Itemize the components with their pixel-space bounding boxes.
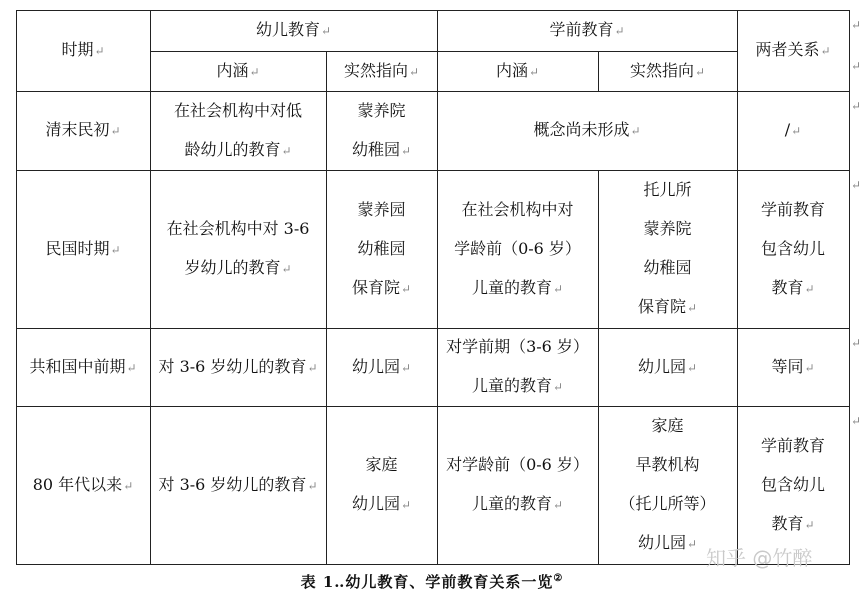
cell-text: 蒙养院 — [643, 219, 692, 238]
row-end-mark: ↵ — [851, 336, 862, 350]
cell-line — [472, 484, 563, 525]
paragraph-mark: ↵ — [686, 537, 698, 551]
caption-footnote-mark: ② — [553, 573, 564, 584]
cell-line — [45, 110, 120, 151]
cell-line — [638, 523, 697, 564]
cell-text: 龄幼儿的教育 — [184, 139, 281, 159]
row-youer-reference — [326, 91, 437, 170]
row-end-mark: ↵ — [851, 18, 862, 32]
cell-text: 包含幼儿 — [760, 238, 825, 258]
cell-text: 两者关系 — [755, 40, 820, 59]
cell-line — [549, 10, 624, 51]
cell-text: 教育 — [771, 277, 804, 297]
paragraph-mark: ↵ — [400, 360, 412, 375]
row-youer-connotation — [150, 170, 326, 328]
cell-text: （托儿所等） — [619, 494, 716, 513]
cell-text: 概念尚未形成 — [533, 120, 630, 139]
row-xueqian-reference — [598, 328, 737, 406]
row-end-mark: ↵ — [851, 414, 862, 428]
paragraph-mark: ↵ — [820, 44, 831, 58]
paragraph-mark: ↵ — [123, 478, 134, 493]
row-xueqian-reference — [598, 406, 737, 564]
cell-line — [761, 465, 825, 504]
cell-line — [533, 110, 640, 151]
paragraph-mark: ↵ — [552, 498, 564, 512]
cell-line — [357, 91, 405, 130]
row-xueqian-connotation — [437, 170, 598, 328]
row-relation — [737, 170, 849, 328]
cell-line — [45, 229, 120, 270]
cell-line — [174, 91, 302, 130]
cell-text: 实然指向 — [629, 60, 694, 80]
cell-line — [761, 426, 825, 465]
row-relation — [737, 91, 849, 170]
paragraph-mark: ↵ — [249, 64, 260, 79]
row-youer-connotation — [150, 406, 326, 564]
cell-line — [61, 30, 104, 71]
header-period — [16, 10, 150, 91]
cell-text: 民国时期 — [45, 238, 110, 258]
cell-line — [446, 445, 589, 484]
paragraph-mark: ↵ — [307, 360, 318, 375]
paragraph-mark: ↵ — [126, 360, 137, 375]
cell-text: 对 3-6 岁幼儿的教育 — [158, 356, 307, 376]
cell-text: 幼稚园 — [643, 258, 692, 277]
row-youer-reference — [326, 406, 437, 564]
row-xueqian-reference — [598, 170, 737, 328]
cell-text: 内涵 — [216, 60, 249, 80]
row-xueqian-connotation — [437, 328, 598, 406]
cell-line — [643, 248, 691, 287]
paragraph-mark: ↵ — [694, 64, 706, 79]
cell-line — [216, 51, 259, 92]
header-xueqian-connotation — [437, 51, 598, 91]
cell-text: 对学前期（3-6 岁） — [446, 337, 589, 356]
cell-text: 对 3-6 岁幼儿的教育 — [158, 474, 307, 494]
paragraph-mark: ↵ — [408, 64, 420, 79]
paragraph-mark: ↵ — [804, 360, 815, 375]
cell-line — [357, 190, 405, 229]
row-end-mark: ↵ — [851, 99, 862, 113]
cell-line — [357, 229, 405, 268]
cell-text: 时期 — [61, 40, 94, 59]
cell-text: 内涵 — [495, 60, 528, 80]
cell-line — [755, 30, 830, 71]
cell-text: 托儿所 — [643, 180, 692, 199]
cell-text: 幼儿教育 — [255, 20, 320, 39]
header-xueqian-education — [437, 10, 737, 51]
row-youer-reference — [326, 170, 437, 328]
cell-line — [643, 170, 691, 209]
paragraph-mark: ↵ — [686, 301, 698, 315]
paragraph-mark: ↵ — [614, 24, 625, 38]
caption-text: 表 1‥幼儿教育、学前教育关系一览 — [300, 573, 554, 591]
cell-line — [771, 347, 814, 388]
cell-text: 等同 — [771, 356, 804, 376]
cell-line — [496, 51, 539, 92]
cell-text: 保育院 — [637, 297, 686, 316]
paragraph-mark: ↵ — [804, 517, 815, 532]
cell-text: 学前教育 — [760, 199, 825, 219]
row-period — [16, 406, 150, 564]
paragraph-mark: ↵ — [552, 281, 564, 296]
cell-line — [446, 327, 589, 366]
cell-line — [761, 229, 825, 268]
cell-text: 在社会机构中对 3-6 — [166, 219, 310, 238]
cell-text: 儿童的教育 — [471, 376, 552, 395]
cell-text: 幼稚园 — [357, 238, 406, 258]
paragraph-mark: ↵ — [400, 281, 412, 296]
cell-text: 80 年代以来 — [32, 474, 123, 494]
paragraph-mark: ↵ — [281, 262, 292, 276]
cell-line — [461, 190, 573, 229]
cell-line — [158, 347, 317, 388]
row-xueqian-merged — [437, 91, 737, 170]
row-period — [16, 328, 150, 406]
cell-text: 岁幼儿的教育 — [184, 258, 281, 277]
cell-line — [29, 347, 136, 388]
paragraph-mark: ↵ — [110, 124, 121, 138]
cell-text: 保育院 — [351, 277, 400, 297]
paragraph-mark: ↵ — [400, 143, 412, 158]
paragraph-mark: ↵ — [94, 44, 105, 58]
row-period — [16, 170, 150, 328]
cell-line — [256, 10, 331, 51]
cell-text: 幼稚园 — [351, 139, 400, 159]
cell-text: 包含幼儿 — [760, 474, 825, 494]
cell-text: 蒙养园 — [357, 199, 406, 219]
header-xueqian-reference — [598, 51, 737, 91]
header-youer-reference — [326, 51, 437, 91]
paragraph-mark: ↵ — [110, 242, 121, 257]
paragraph-mark: ↵ — [528, 64, 540, 79]
cell-text: 在社会机构中对 — [461, 199, 574, 219]
row-youer-connotation — [150, 328, 326, 406]
paragraph-mark: ↵ — [320, 24, 332, 38]
cell-line — [630, 51, 705, 92]
cell-line — [352, 347, 411, 388]
cell-text: 教育 — [771, 513, 804, 533]
row-end-mark: ↵ — [851, 178, 862, 192]
cell-text: 幼儿园 — [351, 494, 400, 513]
header-relation — [737, 10, 849, 91]
cell-line — [643, 209, 691, 248]
row-period — [16, 91, 150, 170]
cell-text: 儿童的教育 — [471, 494, 552, 513]
cell-line — [785, 110, 801, 151]
cell-line — [33, 465, 134, 506]
row-xueqian-connotation — [437, 406, 598, 564]
cell-line — [352, 268, 411, 309]
cell-line — [158, 465, 317, 506]
cell-text: 在社会机构中对低 — [173, 100, 302, 120]
table-border-right — [849, 10, 850, 565]
cell-line — [472, 366, 563, 407]
cell-line — [638, 287, 697, 328]
paragraph-mark: ↵ — [281, 143, 292, 158]
cell-text: 对学龄前（0-6 岁） — [446, 455, 589, 474]
cell-line — [619, 484, 715, 523]
cell-line — [651, 406, 683, 445]
paragraph-mark: ↵ — [804, 281, 815, 296]
cell-text: 早教机构 — [635, 455, 700, 474]
cell-text: 清末民初 — [45, 120, 110, 139]
cell-line — [454, 229, 581, 268]
cell-line — [344, 51, 419, 92]
paragraph-mark: ↵ — [552, 380, 564, 394]
row-youer-reference — [326, 328, 437, 406]
cell-line — [352, 484, 411, 525]
cell-line — [771, 504, 814, 545]
cell-text: / — [784, 120, 791, 139]
cell-line — [771, 268, 814, 309]
watermark: 知乎 @竹醉 — [706, 546, 813, 570]
header-youer-education — [150, 10, 437, 51]
cell-line — [635, 445, 699, 484]
cell-line — [184, 130, 291, 171]
row-end-mark: ↵ — [851, 59, 862, 73]
cell-text: 幼儿园 — [637, 356, 686, 376]
paragraph-mark: ↵ — [307, 478, 318, 493]
cell-line — [472, 268, 563, 309]
cell-text: 儿童的教育 — [471, 277, 552, 297]
cell-line — [352, 130, 411, 171]
cell-text: 家庭 — [651, 416, 684, 435]
cell-text: 实然指向 — [343, 60, 408, 80]
paragraph-mark: ↵ — [791, 124, 802, 138]
cell-text: 幼儿园 — [351, 356, 400, 376]
paragraph-mark: ↵ — [400, 498, 412, 512]
cell-text: 共和国中前期 — [29, 356, 126, 376]
cell-text: 学前教育 — [549, 20, 614, 39]
cell-line — [638, 347, 697, 388]
cell-text: 蒙养院 — [357, 100, 406, 120]
cell-text: 幼儿园 — [637, 533, 686, 552]
cell-text: 学前教育 — [760, 435, 825, 455]
row-youer-connotation — [150, 91, 326, 170]
table-caption — [0, 571, 864, 592]
header-youer-connotation — [150, 51, 326, 91]
paragraph-mark: ↵ — [686, 360, 698, 375]
cell-line — [167, 209, 310, 248]
cell-text: 学龄前（0-6 岁） — [454, 238, 581, 258]
cell-line — [365, 445, 397, 484]
paragraph-mark: ↵ — [630, 124, 641, 138]
cell-line — [184, 248, 291, 289]
row-relation — [737, 406, 849, 564]
row-relation — [737, 328, 849, 406]
cell-line — [761, 190, 825, 229]
cell-text: 家庭 — [365, 455, 398, 474]
